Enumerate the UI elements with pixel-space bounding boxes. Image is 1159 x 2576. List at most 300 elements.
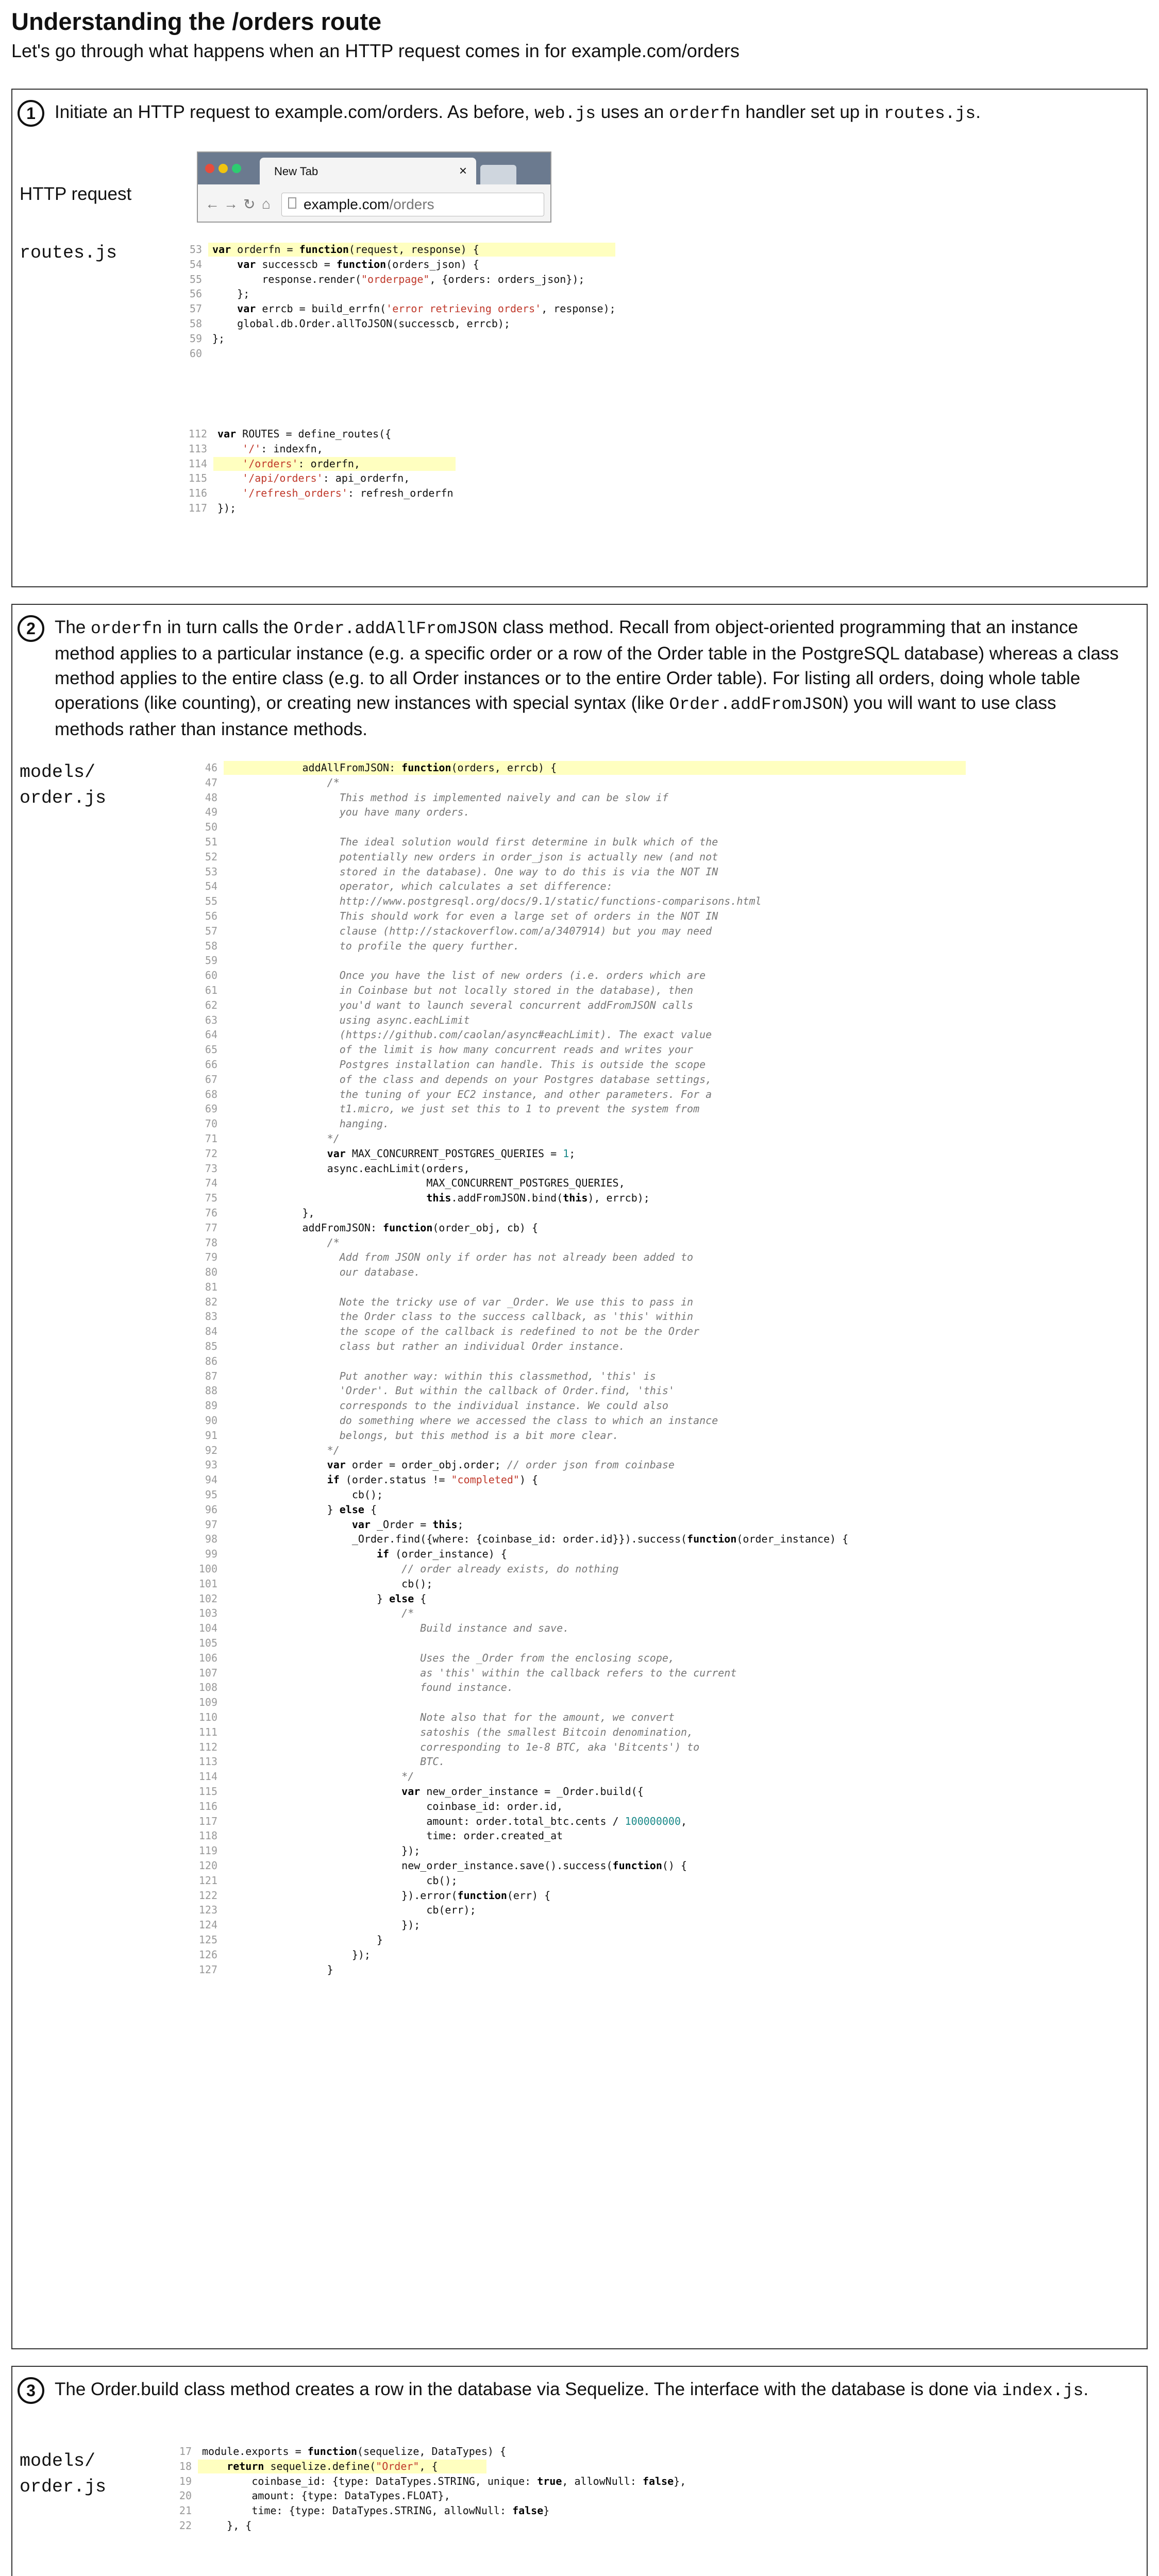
minimize-dot-icon[interactable] xyxy=(219,164,228,173)
code-text: Postgres installation can handle. This is outside the scope xyxy=(228,1058,706,1071)
code-text: the scope of the callback is redefined to not be the Order xyxy=(228,1325,700,1338)
line-number: 62 xyxy=(205,998,217,1011)
code-line xyxy=(188,1933,848,1947)
line-number: 19 xyxy=(179,2475,192,2487)
code-line xyxy=(188,1295,848,1310)
code-text: Uses the _Order from the enclosing scope, xyxy=(228,1651,675,1664)
code-line xyxy=(188,1858,848,1873)
code-text: // order already exists, do nothing xyxy=(401,1563,619,1575)
forward-arrow-icon[interactable]: → xyxy=(224,196,238,212)
line-number: 52 xyxy=(205,850,217,863)
code-line xyxy=(188,924,848,939)
code-text: }, { xyxy=(202,2519,252,2532)
code-text: of the class and depends on your Postgres database settings, xyxy=(228,1073,712,1086)
line-number: 123 xyxy=(198,1904,217,1917)
line-number: 89 xyxy=(205,1399,217,1412)
code-text: in Coinbase but not locally stored in the database), then xyxy=(228,984,694,996)
code-text: hanging. xyxy=(228,1117,390,1130)
line-number: 111 xyxy=(198,1725,217,1738)
line-number: 101 xyxy=(198,1577,217,1590)
text-segment: Initiate an HTTP request to example.com/orders. As before, xyxy=(55,102,535,122)
code-line xyxy=(188,1235,848,1250)
code-line xyxy=(188,1828,848,1843)
code-text: of the limit is how many concurrent reads and writes your xyxy=(228,1043,694,1056)
code-line xyxy=(188,1072,848,1087)
code-text: var MAX_CONCURRENT_POSTGRES_QUERIES = 1; xyxy=(228,1147,576,1160)
code-text: }); xyxy=(217,501,237,514)
code-line xyxy=(188,850,848,865)
code-line xyxy=(177,442,453,456)
line-number: 69 xyxy=(205,1103,217,1115)
code-text: }); xyxy=(228,1919,421,1931)
line-number: 59 xyxy=(205,954,217,967)
code-line xyxy=(188,1918,848,1933)
code-line xyxy=(188,1191,848,1206)
line-number: 97 xyxy=(205,1518,217,1531)
code-text: this.addFromJSON.bind(this), errcb); xyxy=(426,1192,650,1205)
line-number: 58 xyxy=(205,939,217,952)
code-text: response.render("orderpage", {orders: orders_json}); xyxy=(212,273,585,285)
code-text: The ideal solution would first determine in bulk which of the xyxy=(228,835,718,848)
browser-window-1 xyxy=(197,151,551,223)
line-number: 105 xyxy=(198,1637,217,1650)
code-line xyxy=(188,1443,848,1458)
line-number: 124 xyxy=(198,1919,217,1931)
code-line xyxy=(188,1131,848,1146)
section-3 xyxy=(11,2366,1148,2576)
line-number: 121 xyxy=(198,1874,217,1887)
code-line xyxy=(188,1502,848,1517)
code-text: '/orders': orderfn, xyxy=(242,457,360,470)
line-number: 99 xyxy=(205,1548,217,1561)
line-number: 77 xyxy=(205,1221,217,1234)
inline-code: orderfn xyxy=(91,619,162,638)
line-number: 86 xyxy=(205,1354,217,1367)
line-number: 96 xyxy=(205,1503,217,1516)
code-text: Build instance and save. xyxy=(228,1622,569,1635)
code-text: } else { xyxy=(228,1592,427,1605)
line-number: 90 xyxy=(205,1414,217,1427)
code-line xyxy=(162,2518,686,2533)
line-number: 65 xyxy=(205,1043,217,1056)
line-number: 68 xyxy=(205,1088,217,1100)
section-1-header xyxy=(18,100,1126,126)
code-text: class but rather an individual Order instance. xyxy=(228,1340,625,1353)
inline-code: orderfn xyxy=(669,104,741,123)
code-text: do something where we accessed the class to which an instance xyxy=(228,1414,718,1427)
code-text: var successcb = function(orders_json) { xyxy=(212,258,479,270)
code-text: to profile the query further. xyxy=(228,939,519,952)
line-number: 84 xyxy=(205,1325,217,1338)
code-line xyxy=(162,2503,686,2518)
code-text: var new_order_instance = _Order.build({ xyxy=(228,1785,644,1798)
code-line xyxy=(188,1309,848,1324)
code-line xyxy=(188,1146,848,1161)
section-2-number: 2 xyxy=(18,615,44,642)
line-number: 87 xyxy=(205,1369,217,1382)
code-text: our database. xyxy=(228,1266,421,1279)
routes-js-label: routes.js xyxy=(20,243,117,263)
code-text: satoshis (the smallest Bitcoin denomination, xyxy=(228,1725,694,1738)
line-number: 67 xyxy=(205,1073,217,1086)
code-line xyxy=(188,1280,848,1295)
code-line xyxy=(188,1532,848,1547)
code-text: coinbase_id: order.id, xyxy=(228,1800,563,1812)
url-bar[interactable] xyxy=(281,193,544,216)
code-line xyxy=(188,1814,848,1829)
code-text: '/api/orders': api_orderfn, xyxy=(242,472,410,485)
code-text: 'Order'. But within the callback of Order.find, 'this' xyxy=(228,1384,675,1397)
code-line xyxy=(188,998,848,1013)
section-1-number: 1 xyxy=(18,100,44,127)
line-number: 125 xyxy=(198,1933,217,1946)
text-segment: . xyxy=(1083,2379,1089,2399)
code-text: var _Order = this; xyxy=(228,1518,464,1531)
line-number: 120 xyxy=(198,1859,217,1872)
code-text: time: order.created_at xyxy=(228,1829,563,1842)
code-line xyxy=(188,1101,848,1116)
code-text: /* xyxy=(228,1236,340,1249)
code-line xyxy=(188,939,848,954)
line-number: 71 xyxy=(205,1132,217,1145)
code-line xyxy=(188,775,848,790)
line-number: 91 xyxy=(205,1429,217,1442)
code-text: cb(err); xyxy=(228,1904,476,1917)
code-line xyxy=(188,1843,848,1858)
code-text: }); xyxy=(228,1948,371,1961)
line-number: 85 xyxy=(205,1340,217,1353)
line-number: 113 xyxy=(198,1755,217,1768)
tab-title: New Tab xyxy=(274,165,318,178)
code-line xyxy=(188,1354,848,1369)
reload-icon[interactable]: ↻ xyxy=(243,196,256,212)
code-order-addallfromjson xyxy=(188,760,848,1977)
line-number: 79 xyxy=(205,1251,217,1264)
line-number: 100 xyxy=(198,1563,217,1575)
code-line xyxy=(188,1725,848,1740)
line-number: 126 xyxy=(198,1948,217,1961)
code-line xyxy=(172,286,616,301)
line-number: 118 xyxy=(198,1829,217,1842)
line-number: 114 xyxy=(188,457,207,470)
line-number: 64 xyxy=(205,1028,217,1041)
code-text: var orderfn = function(request, response) { xyxy=(212,243,479,256)
code-text: Put another way: within this classmethod, 'this' is xyxy=(228,1369,656,1382)
code-line xyxy=(188,1680,848,1695)
line-number: 61 xyxy=(205,984,217,996)
code-text: global.db.Order.allToJSON(successcb, errcb); xyxy=(212,317,510,330)
code-line xyxy=(162,2474,686,2489)
code-text: potentially new orders in order_json is actually new (and not xyxy=(228,850,718,863)
line-number: 116 xyxy=(188,487,207,500)
line-number: 48 xyxy=(205,791,217,804)
line-number: 116 xyxy=(198,1800,217,1812)
code-routes-orderfn xyxy=(172,242,616,361)
line-number: 50 xyxy=(205,821,217,834)
code-line xyxy=(188,879,848,894)
line-number: 59 xyxy=(189,332,202,345)
code-line xyxy=(188,1577,848,1591)
home-icon[interactable]: ⌂ xyxy=(262,196,271,212)
line-number: 66 xyxy=(205,1058,217,1071)
line-number: 127 xyxy=(198,1963,217,1976)
code-text: }); xyxy=(228,1844,421,1857)
section-3-header xyxy=(18,2377,1126,2403)
label-line-1: models/ xyxy=(20,762,96,783)
code-text: the Order class to the success callback, as 'this' within xyxy=(228,1310,694,1323)
code-line xyxy=(188,1947,848,1962)
code-text: }; xyxy=(212,332,225,345)
line-number: 63 xyxy=(205,1013,217,1026)
line-number: 60 xyxy=(189,347,202,360)
code-text: new_order_instance.save().success(function() { xyxy=(228,1859,687,1872)
inline-code: web.js xyxy=(534,104,596,123)
text-segment: in turn calls the xyxy=(162,617,294,637)
code-line xyxy=(188,1383,848,1398)
line-number: 18 xyxy=(179,2460,192,2472)
code-text: }, xyxy=(228,1206,315,1219)
code-line xyxy=(172,257,616,272)
code-text: as 'this' within the callback refers to the current xyxy=(228,1666,737,1679)
line-number: 56 xyxy=(205,909,217,922)
code-line xyxy=(188,1369,848,1384)
code-line xyxy=(177,486,453,501)
code-line xyxy=(188,983,848,998)
line-number: 20 xyxy=(179,2489,192,2502)
line-number: 47 xyxy=(205,776,217,789)
code-line xyxy=(188,1413,848,1428)
code-text: var ROUTES = define_routes({ xyxy=(217,428,392,440)
line-number: 94 xyxy=(205,1473,217,1486)
code-line xyxy=(188,1221,848,1235)
code-line xyxy=(188,1769,848,1784)
line-number: 46 xyxy=(205,761,217,774)
line-number: 57 xyxy=(205,924,217,937)
url-path: /orders xyxy=(389,196,434,212)
code-line xyxy=(188,1740,848,1755)
code-text: amount: order.total_btc.cents / 100000000, xyxy=(228,1815,687,1827)
text-segment: class method. Recall from object-oriented programming that an instance method applies to a particular instance (e.g. a specific order or a row of the Order table in the PostgreSQL database) whereas a class method applies to the entire class (e.g. to all Order instances or to the entire Order table). For listing all orders, doing whole table operations (like counting), or creating new instances with special syntax (like xyxy=(55,617,1119,713)
text-segment: The xyxy=(55,617,91,637)
line-number: 109 xyxy=(198,1696,217,1709)
code-text: '/refresh_orders': refresh_orderfn xyxy=(242,487,453,500)
line-number: 104 xyxy=(198,1622,217,1635)
line-number: 76 xyxy=(205,1206,217,1219)
code-line xyxy=(188,894,848,909)
code-text: if (order.status != "completed") { xyxy=(228,1473,539,1486)
close-dot-icon[interactable] xyxy=(205,164,214,173)
code-text: cb(); xyxy=(228,1874,458,1887)
line-number: 92 xyxy=(205,1444,217,1456)
code-line xyxy=(188,1651,848,1666)
line-number: 51 xyxy=(205,835,217,848)
code-text: coinbase_id: {type: DataTypes.STRING, unique: true, allowNull: false}, xyxy=(202,2475,686,2487)
line-number: 117 xyxy=(198,1815,217,1827)
code-line xyxy=(188,1176,848,1191)
code-line xyxy=(172,346,616,361)
code-line xyxy=(188,835,848,850)
line-number: 21 xyxy=(179,2504,192,2517)
code-text: /* xyxy=(228,776,340,789)
code-text: */ xyxy=(228,1444,340,1456)
code-text: cb(); xyxy=(228,1577,433,1590)
code-line xyxy=(188,1873,848,1888)
label-line-2: order.js xyxy=(20,2477,107,2497)
code-text: } else { xyxy=(228,1503,377,1516)
code-line xyxy=(188,1903,848,1918)
line-number: 103 xyxy=(198,1607,217,1620)
code-text: if (order_instance) { xyxy=(228,1548,507,1561)
line-number: 122 xyxy=(198,1889,217,1902)
code-text: amount: {type: DataTypes.FLOAT}, xyxy=(202,2489,450,2502)
code-line xyxy=(162,2459,686,2474)
code-line xyxy=(188,1042,848,1057)
code-text: */ xyxy=(228,1770,414,1783)
line-number: 80 xyxy=(205,1266,217,1279)
code-text: corresponding to 1e-8 BTC, aka 'Bitcents') to xyxy=(228,1740,700,1753)
code-routes-table xyxy=(177,427,453,516)
code-text: t1.micro, we just set this to 1 to prevent the system from xyxy=(228,1103,700,1115)
code-line xyxy=(188,1458,848,1472)
code-text: '/': indexfn, xyxy=(242,442,323,455)
close-icon[interactable]: × xyxy=(459,163,467,178)
code-line xyxy=(188,968,848,983)
line-number: 57 xyxy=(189,302,202,315)
section-1-text xyxy=(55,100,1126,126)
line-number: 88 xyxy=(205,1384,217,1397)
line-number: 58 xyxy=(189,317,202,330)
maximize-dot-icon[interactable] xyxy=(232,164,241,173)
models-order-js-label xyxy=(20,2448,106,2500)
http-request-label: HTTP request xyxy=(20,184,132,204)
line-number: 113 xyxy=(188,442,207,455)
text-segment: ) you will want to use class methods rather than instance methods. xyxy=(55,693,1056,739)
code-text: var errcb = build_errfn('error retrieving orders', response); xyxy=(212,302,616,315)
code-text: }; xyxy=(212,287,250,300)
code-text: found instance. xyxy=(228,1681,513,1694)
code-line xyxy=(188,1799,848,1814)
code-line xyxy=(188,1636,848,1651)
code-line xyxy=(188,805,848,820)
code-line xyxy=(188,1606,848,1621)
code-text: clause (http://stackoverflow.com/a/3407914) but you may need xyxy=(228,924,712,937)
line-number: 53 xyxy=(205,865,217,878)
code-text: } xyxy=(228,1933,383,1946)
line-number: 56 xyxy=(189,287,202,300)
line-number: 49 xyxy=(205,806,217,819)
browser-tab[interactable] xyxy=(260,158,476,184)
line-number: 73 xyxy=(205,1162,217,1175)
label-line-2: order.js xyxy=(20,788,107,808)
code-text: you have many orders. xyxy=(228,806,470,819)
line-number: 98 xyxy=(205,1533,217,1546)
line-number: 114 xyxy=(198,1770,217,1783)
code-text: var order = order_obj.order; // order json from coinbase xyxy=(228,1459,675,1471)
code-text: return sequelize.define("Order", { xyxy=(227,2460,438,2472)
line-number: 55 xyxy=(189,273,202,285)
code-line xyxy=(188,1754,848,1769)
line-number: 22 xyxy=(179,2519,192,2532)
code-text: the tuning of your EC2 instance, and other parameters. For a xyxy=(228,1088,712,1100)
code-line xyxy=(188,865,848,879)
page-icon xyxy=(288,197,296,209)
code-line xyxy=(188,1710,848,1725)
line-number: 112 xyxy=(198,1740,217,1753)
line-number: 55 xyxy=(205,895,217,908)
inline-code: Order.addAllFromJSON xyxy=(293,619,498,638)
page-subtitle: Let's go through what happens when an HTTP request comes in for example.com/orders xyxy=(11,40,740,61)
section-1 xyxy=(11,89,1148,587)
line-number: 81 xyxy=(205,1280,217,1293)
line-number: 70 xyxy=(205,1117,217,1130)
code-line xyxy=(162,2444,686,2459)
line-number: 82 xyxy=(205,1295,217,1308)
code-line xyxy=(188,1027,848,1042)
code-text: cb(); xyxy=(228,1488,383,1501)
code-text: corresponds to the individual instance. We could also xyxy=(228,1399,668,1412)
url-host: example.com xyxy=(304,196,390,212)
code-text: addAllFromJSON: function(orders, errcb) { xyxy=(228,761,557,774)
inline-code: index.js xyxy=(1001,2381,1084,2400)
code-line xyxy=(188,1087,848,1102)
line-number: 112 xyxy=(188,428,207,440)
code-line xyxy=(188,909,848,924)
line-number: 60 xyxy=(205,969,217,982)
code-line xyxy=(162,2488,686,2503)
line-number: 95 xyxy=(205,1488,217,1501)
code-text: Note also that for the amount, we convert xyxy=(228,1711,675,1723)
line-number: 102 xyxy=(198,1592,217,1605)
code-line xyxy=(188,1472,848,1487)
line-number: 53 xyxy=(189,243,202,256)
line-number: 117 xyxy=(188,501,207,514)
code-line xyxy=(188,1591,848,1606)
code-text: async.eachLimit(orders, xyxy=(228,1162,470,1175)
line-number: 17 xyxy=(179,2445,192,2458)
inline-code: routes.js xyxy=(883,104,976,123)
code-text: This method is implemented naively and can be slow if xyxy=(228,791,668,804)
code-text: /* xyxy=(228,1607,414,1620)
code-line xyxy=(177,456,453,471)
code-text: module.exports = function(sequelize, DataTypes) { xyxy=(202,2445,507,2458)
models-order-js-label xyxy=(20,759,106,811)
code-text: MAX_CONCURRENT_POSTGRES_QUERIES, xyxy=(228,1177,625,1190)
code-line xyxy=(188,1621,848,1636)
code-line xyxy=(188,1206,848,1221)
section-2 xyxy=(11,604,1148,2349)
code-line xyxy=(188,1324,848,1339)
line-number: 75 xyxy=(205,1192,217,1205)
code-line xyxy=(172,331,616,346)
code-text: operator, which calculates a set difference: xyxy=(228,880,613,893)
line-number: 93 xyxy=(205,1459,217,1471)
line-number: 107 xyxy=(198,1666,217,1679)
code-order-define xyxy=(162,2444,686,2533)
back-arrow-icon[interactable]: ← xyxy=(205,196,220,212)
section-2-text xyxy=(55,615,1126,742)
code-line xyxy=(188,1398,848,1413)
code-line xyxy=(188,1695,848,1710)
code-line xyxy=(172,316,616,331)
code-text: */ xyxy=(228,1132,340,1145)
code-text: using async.eachLimit xyxy=(228,1013,470,1026)
code-line xyxy=(188,1666,848,1681)
code-text: you'd want to launch several concurrent addFromJSON calls xyxy=(228,998,694,1011)
code-text: (https://github.com/caolan/async#eachLimit). The exact value xyxy=(228,1028,712,1041)
code-text: _Order.find({where: {coinbase_id: order.id}}).success(function(order_instance) { xyxy=(228,1533,849,1546)
code-text: Note the tricky use of var _Order. We use this to pass in xyxy=(228,1295,694,1308)
code-line xyxy=(188,1250,848,1265)
